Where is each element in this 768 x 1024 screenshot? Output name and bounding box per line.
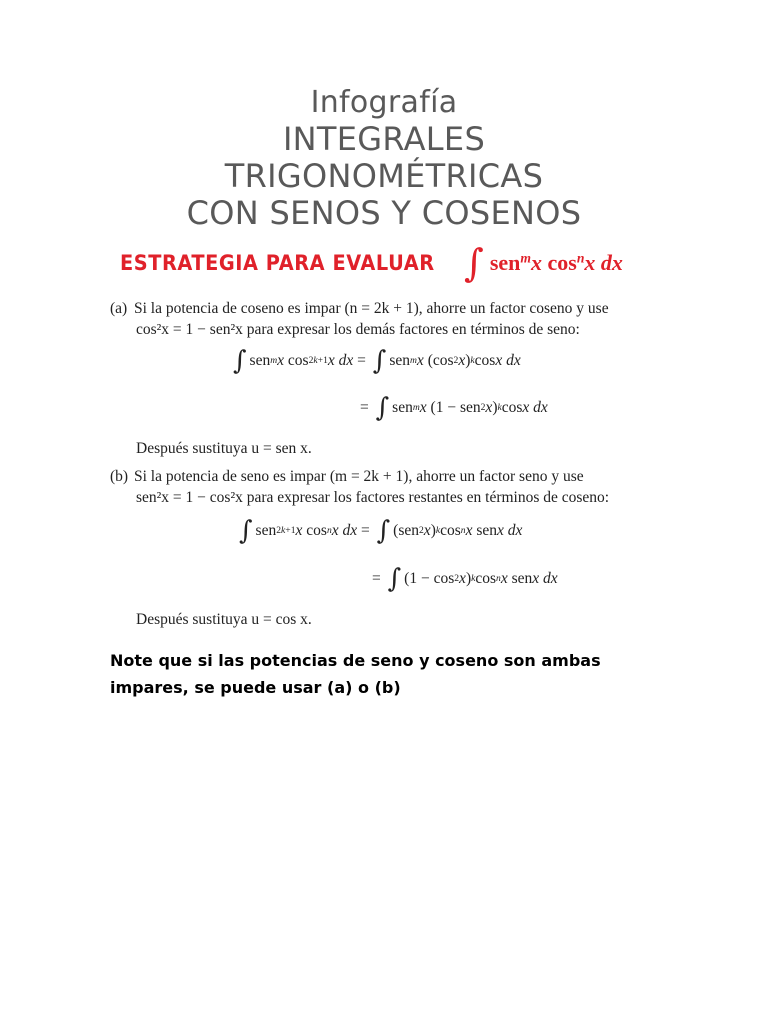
rule-a-equation-2: = ∫ sen m x (1 − sen 2 x ) k cos x dx	[360, 393, 548, 423]
rule-b-line1: Si la potencia de seno es impar (m = 2k + 1), ahorre un factor seno y use	[134, 468, 584, 485]
rule-b-line2: sen²x = 1 − cos²x para expresar los factores restantes en términos de coseno:	[136, 489, 610, 506]
rule-a-line1: Si la potencia de coseno es impar (n = 2k + 1), ahorre un factor coseno y use	[134, 300, 609, 317]
integral-symbol: ∫	[464, 241, 484, 285]
title-line-4: CON SENOS Y COSENOS	[186, 194, 582, 232]
rule-a-label: (a)	[110, 300, 128, 317]
rule-a-substitution: Después sustituya u = sen x.	[136, 440, 312, 457]
rule-a-equation-1: ∫ sen m x cos 2k+1 x dx = ∫ sen m x (cos 2 x ) k cos x dx	[233, 346, 521, 376]
title-line-1: Infografía	[310, 85, 458, 120]
strategy-heading	[120, 240, 680, 286]
rule-a-text	[110, 298, 670, 340]
strategy-heading-text: ESTRATEGIA PARA EVALUAR	[120, 251, 435, 275]
title-line-3: TRIGONOMÉTRICAS	[224, 157, 544, 195]
rule-b-text	[110, 466, 670, 508]
rule-b-equation-1: ∫ sen 2k+1 x cos n x dx = ∫ (sen 2 x ) k cos n x sen x dx	[239, 516, 523, 546]
rule-b-label: (b)	[110, 468, 129, 485]
note-text: Note que si las potencias de seno y coseno son ambas impares, se puede usar (a) o (b)	[110, 651, 601, 697]
rule-b-substitution: Después sustituya u = cos x.	[136, 611, 312, 628]
rule-b-equation-2: = ∫ (1 − cos 2 x ) k cos n x sen x dx	[372, 564, 558, 594]
strategy-expression: sen$^m$x $\cos^nx$ dx	[489, 250, 623, 275]
title-line-2: INTEGRALES	[282, 120, 486, 158]
rule-a-line2: cos²x = 1 − sen²x para expresar los demás factores en términos de seno:	[136, 321, 580, 338]
page-title	[0, 84, 768, 232]
